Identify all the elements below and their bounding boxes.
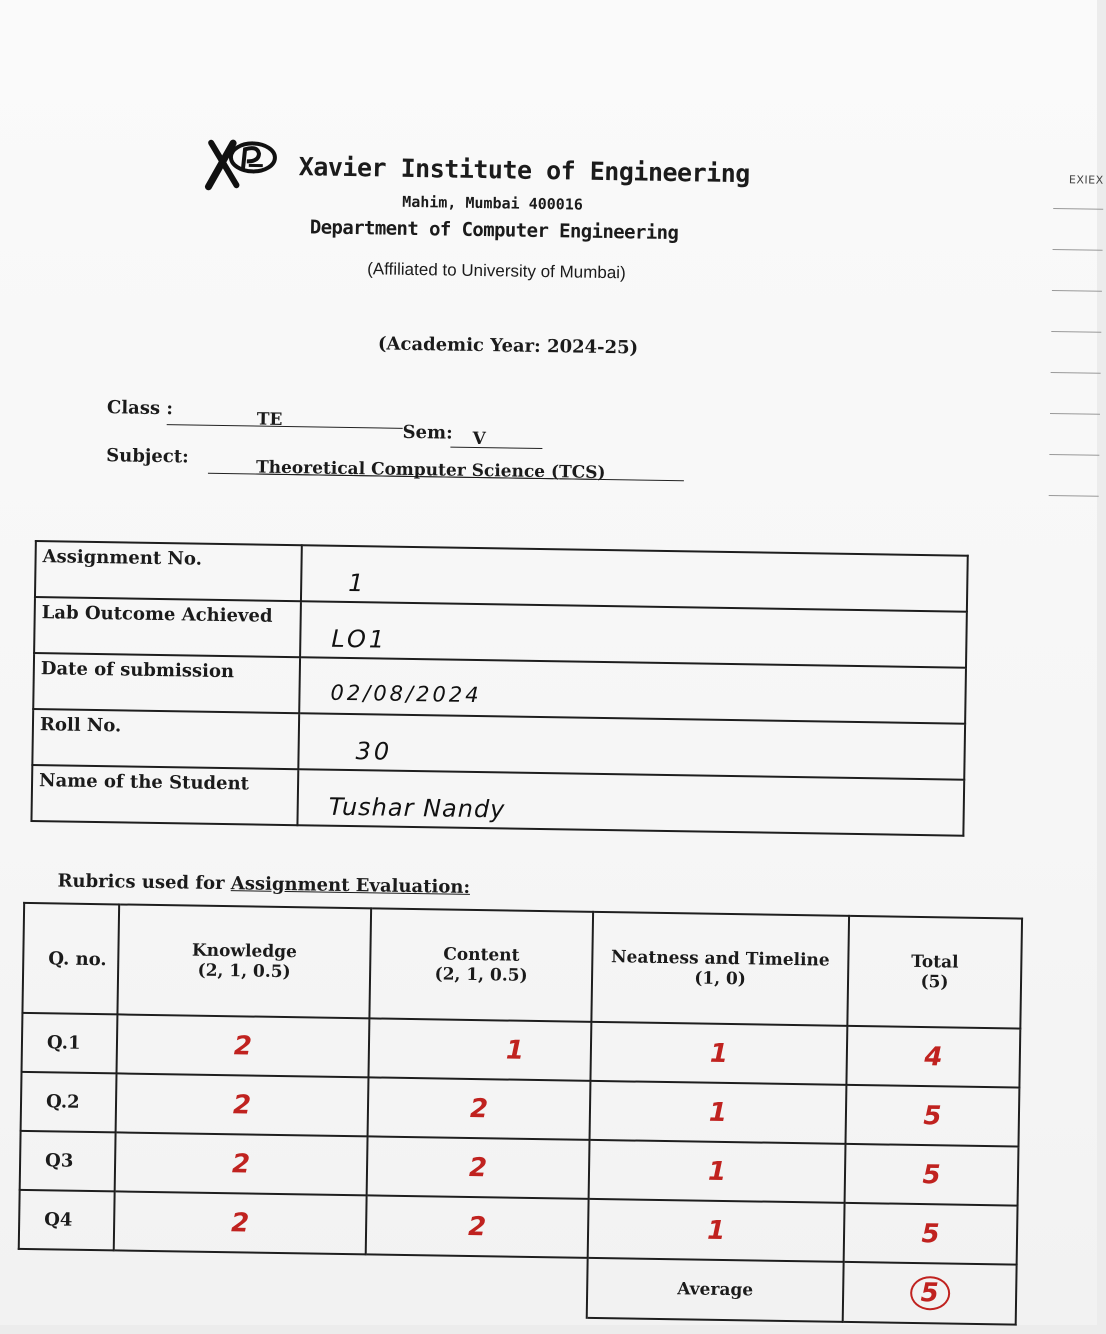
lab-outcome-cell	[300, 601, 967, 667]
margin-text: EXIEX	[1068, 173, 1104, 187]
margin-lines	[1048, 208, 1103, 549]
header-knowledge	[117, 904, 371, 1018]
row-knowledge-cell	[114, 1191, 367, 1254]
row-neatness: 1	[707, 1156, 727, 1187]
row-total-cell	[846, 1026, 1020, 1088]
academic-year: (Academic Year: 2024-25)	[377, 333, 639, 359]
header-neatness-title: Neatness and Timeline	[610, 947, 830, 971]
header-content	[369, 908, 593, 1021]
row-neatness-cell	[590, 1081, 847, 1144]
row-total-cell	[845, 1144, 1019, 1206]
assignment-no-cell	[301, 545, 968, 611]
roll-label: Roll No.	[32, 709, 299, 769]
date-label: Date of submission	[33, 653, 300, 713]
class-underline	[167, 424, 403, 429]
lab-outcome-value: LO1	[331, 624, 388, 654]
row-question: Q3	[20, 1131, 116, 1191]
header-total-title: Total	[911, 951, 959, 973]
rubrics-title	[57, 870, 470, 897]
row-question: Q.1	[22, 1013, 118, 1073]
header-neatness	[591, 912, 849, 1026]
class-value: TE	[256, 409, 283, 430]
affiliation: (Affiliated to University of Mumbai)	[367, 259, 626, 283]
header-content-title: Content	[443, 944, 520, 966]
subject-value: Theoretical Computer Science (TCS)	[255, 457, 606, 484]
row-question: Q4	[19, 1190, 115, 1250]
roll-cell	[298, 713, 965, 779]
row-knowledge: 2	[230, 1207, 250, 1239]
student-name-label: Name of the Student	[31, 765, 298, 825]
row-content: 2	[468, 1152, 488, 1183]
lab-outcome-label: Lab Outcome Achieved	[34, 597, 301, 657]
header-total-scale: (5)	[920, 972, 949, 993]
rubrics-title-prefix: Rubrics used for	[57, 870, 232, 895]
row-total: 5	[923, 1100, 942, 1131]
header-neatness-scale: (1, 0)	[694, 968, 747, 990]
institute-logo	[202, 135, 279, 192]
class-label: Class :	[106, 397, 174, 420]
rubrics-title-underlined: Assignment Evaluation:	[230, 873, 471, 898]
assignment-info-table	[30, 540, 968, 837]
subject-label: Subject:	[106, 445, 189, 468]
row-neatness-cell	[589, 1140, 846, 1203]
header-qno: Q. no.	[22, 903, 119, 1014]
row-knowledge-cell	[117, 1014, 370, 1077]
row-neatness-cell	[590, 1022, 847, 1085]
institute-address: Mahim, Mumbai 400016	[402, 192, 583, 214]
average-label: Average	[587, 1258, 844, 1322]
row-neatness: 1	[709, 1038, 729, 1069]
average-cell	[843, 1262, 1017, 1325]
row-knowledge-cell	[116, 1073, 369, 1136]
date-value: 02/08/2024	[330, 680, 482, 708]
assignment-no-value: 1	[348, 568, 367, 598]
row-content: 1	[505, 1035, 525, 1066]
rubrics-table	[17, 902, 1023, 1326]
date-cell	[299, 657, 966, 723]
row-total-cell	[844, 1203, 1018, 1265]
row-knowledge: 2	[232, 1089, 252, 1121]
header-content-scale: (2, 1, 0.5)	[434, 964, 528, 986]
row-total: 4	[924, 1041, 943, 1072]
row-content-cell	[367, 1136, 590, 1198]
row-content: 2	[467, 1211, 487, 1242]
rubrics-header-row	[22, 903, 1022, 1029]
row-knowledge: 2	[233, 1030, 253, 1062]
assignment-no-label: Assignment No.	[35, 541, 302, 601]
row-knowledge-cell	[115, 1132, 368, 1195]
row-total: 5	[922, 1159, 941, 1190]
header-knowledge-scale: (2, 1, 0.5)	[197, 960, 291, 983]
department-name: Department of Computer Engineering	[309, 216, 679, 245]
student-name-cell	[297, 769, 964, 835]
average-value: 5	[909, 1276, 950, 1311]
row-total: 5	[921, 1218, 940, 1249]
row-knowledge: 2	[231, 1148, 251, 1180]
row-content-cell	[368, 1077, 591, 1139]
row-total-cell	[845, 1085, 1019, 1147]
header-knowledge-title: Knowledge	[191, 940, 298, 963]
row-neatness-cell	[588, 1199, 845, 1262]
row-question: Q.2	[21, 1072, 117, 1132]
student-name-value: Tushar Nandy	[328, 792, 506, 824]
sem-underline	[450, 447, 542, 449]
row-content-cell	[366, 1195, 589, 1257]
sem-label: Sem:	[402, 421, 453, 444]
row-neatness: 1	[706, 1215, 726, 1246]
row-neatness: 1	[708, 1097, 728, 1128]
institute-name: Xavier Institute of Engineering	[298, 152, 751, 189]
row-content-cell	[368, 1018, 591, 1080]
sem-value: V	[472, 428, 486, 450]
header-total	[847, 916, 1022, 1029]
row-content: 2	[469, 1093, 489, 1124]
roll-value: 30	[355, 737, 393, 766]
